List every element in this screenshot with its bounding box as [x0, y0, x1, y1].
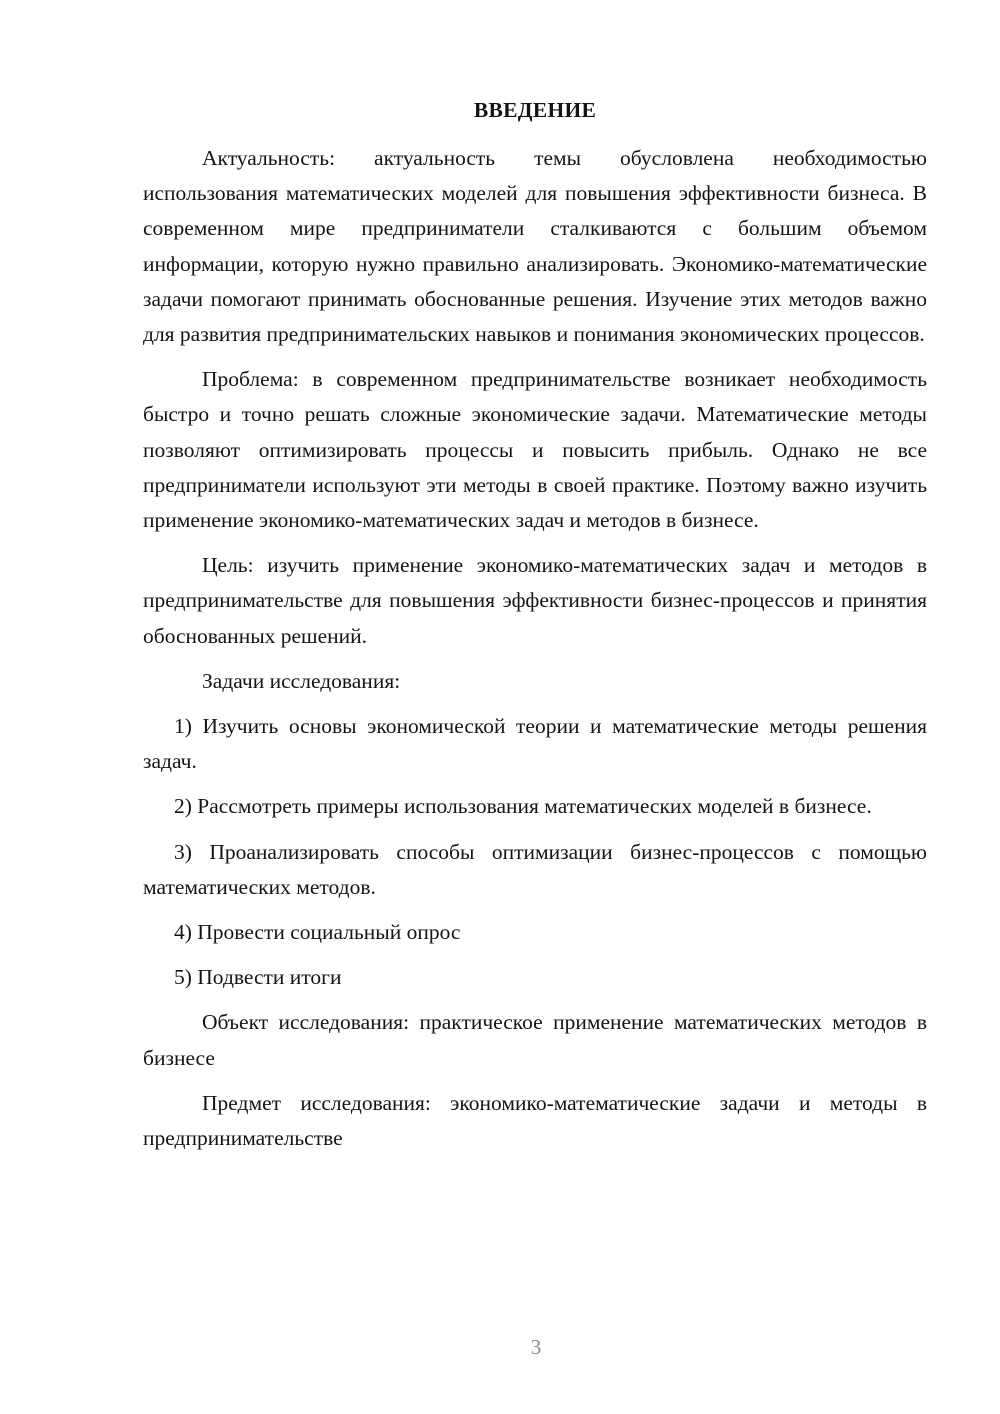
task-item: 2) Рассмотреть примеры использования математических моделей в бизнесе. [174, 794, 872, 819]
paragraph-goal: Цель: изучить применение экономико-математических задач и методов в предпринимательстве для повышения эффективности бизнес-процессов и принятия обоснованных решений. [143, 553, 927, 648]
paragraph-problem: Проблема: в современном предпринимательстве возникает необходимость быстро и точно решать сложные экономические задачи. Математические методы позволяют оптимизировать процессы и повысить прибыль. Однако не все предприниматели используют эти методы в своей практике. Поэтому важно изучить применение экономико-математических задач и методов в бизнесе. [143, 367, 927, 533]
paragraph-object: Объект исследования: практическое применение математических методов в бизнесе [143, 1010, 927, 1070]
task-item: 4) Провести социальный опрос [174, 920, 461, 945]
task-item: 3) Проанализировать способы оптимизации бизнес-процессов с помощью математических методов. [143, 839, 927, 899]
task-item: 1) Изучить основы экономической теории и математические методы решения задач. [143, 714, 927, 774]
page-title: ВВЕДЕНИЕ [473, 98, 597, 122]
tasks-heading: Задачи исследования: [202, 668, 401, 693]
page-content [143, 94, 927, 1166]
page-number: 3 [530, 1335, 542, 1359]
paragraph-subject: Предмет исследования: экономико-математические задачи и методы в предпринимательстве [143, 1090, 927, 1151]
paragraph-relevance: Актуальность: актуальность темы обусловлена необходимостью использования математических моделей для повышения эффективности бизнеса. В современном мире предприниматели сталкиваются с большим объемом информации, которую нужно правильно анализировать. Экономико-математические задачи помогают принимать обоснованные решения. Изучение этих методов важно для развития предпринимательских навыков и понимания экономических процессов. [143, 146, 927, 347]
task-item: 5) Подвести итоги [174, 965, 342, 990]
